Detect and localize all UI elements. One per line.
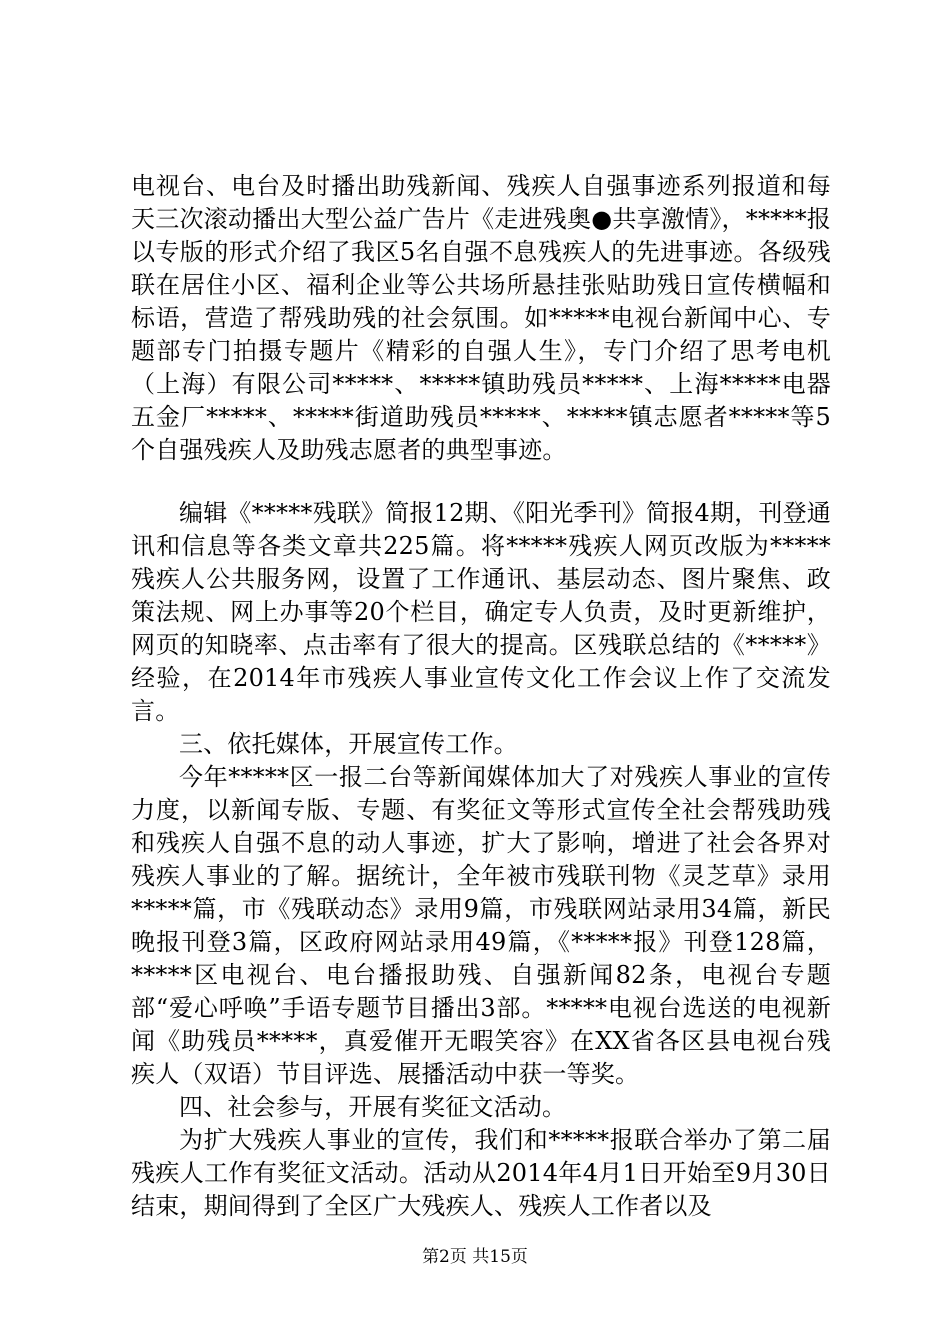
paragraph-2: 编辑《*****残联》简报12期、《阳光季刊》简报4期，刊登通讯和信息等各类文章共225篇。将*****残疾人网页改版为*****残疾人公共服务网，设置了工作通讯、基层动态、图片聚焦、政策法规、网上办事等20个栏目，确定专人负责，及时更新维护，网页的知晓率、点击率有了很大的提高。区残联总结的《*****》经验，在2014年市残疾人事业宣传文化工作会议上作了交流发言。 [131, 499, 832, 725]
page-footer: 第2页 共15页 [422, 1247, 528, 1267]
paragraph-gap [131, 467, 831, 497]
document-body [131, 170, 831, 1223]
paragraph-3: 今年*****区一报二台等新闻媒体加大了对残疾人事业的宣传力度，以新闻专版、专题、有奖征文等形式宣传全社会帮残助残和残疾人自强不息的动人事迹，扩大了影响，增进了社会各界对残疾人事业的了解。据统计，全年被市残联刊物《灵芝草》录用*****篇，市《残联动态》录用9篇，市残联网站录用34篇，新民晚报刊登3篇，区政府网站录用49篇，《*****报》刊登128篇，*****区电视台、电台播报助残、自强新闻82条，电视台专题部“爱心呼唤”手语专题节目播出3部。*****电视台选送的电视新闻《助残员*****，真爱催开无暇笑容》在XX省各区县电视台残疾人（双语）节目评选、展播活动中获一等奖。 [131, 763, 831, 1088]
section-heading-4: 四、社会参与，开展有奖征文活动。 [179, 1093, 567, 1121]
paragraph-4: 为扩大残疾人事业的宣传，我们和*****报联合举办了第二届残疾人工作有奖征文活动。活动从2014年4月1日开始至9月30日结束，期间得到了全区广大残疾人、残疾人工作者以及 [131, 1126, 831, 1220]
section-heading-3: 三、依托媒体，开展宣传工作。 [179, 730, 518, 758]
paragraph-1: 电视台、电台及时播出助残新闻、残疾人自强事迹系列报道和每天三次滚动播出大型公益广告片《走进残奥●共享激情》，*****报以专版的形式介绍了我区5名自强不息残疾人的先进事迹。各级残联在居住小区、福利企业等公共场所悬挂张贴助残日宣传横幅和标语，营造了帮残助残的社会氛围。如*****电视台新闻中心、专题部专门拍摄专题片《精彩的自强人生》，专门介绍了思考电机（上海）有限公司*****、*****镇助残员*****、上海*****电器五金厂*****、*****街道助残员*****、*****镇志愿者*****等5个自强残疾人及助残志愿者的典型事迹。 [131, 172, 831, 464]
